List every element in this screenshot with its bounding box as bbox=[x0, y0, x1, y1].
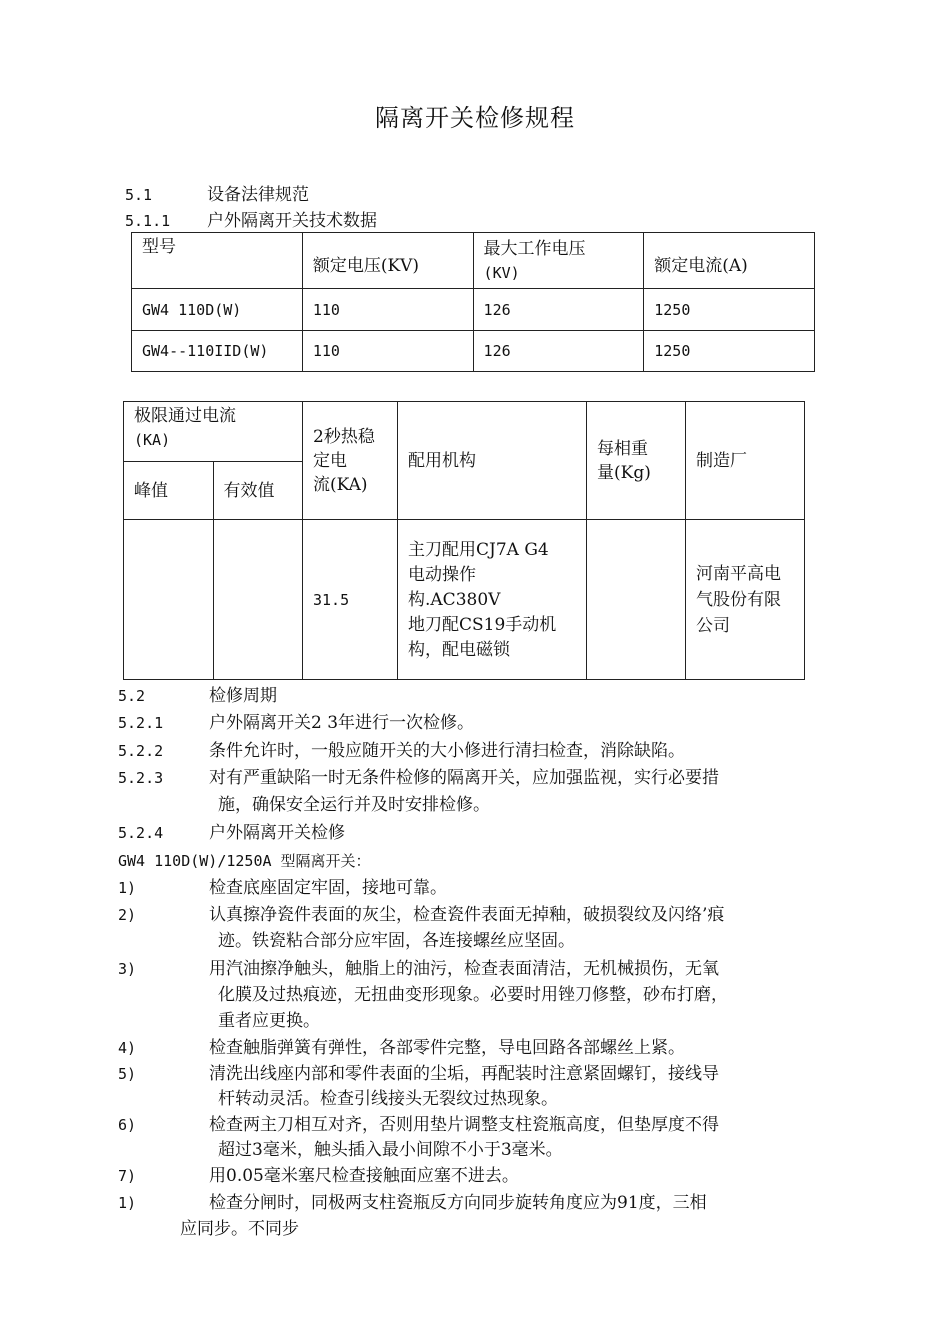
section-number: 5.2.4 bbox=[118, 824, 164, 842]
header-cell: 额定电压(KV) bbox=[302, 233, 473, 289]
header-line: 量(Kg) bbox=[597, 462, 651, 483]
header-cell bbox=[124, 402, 303, 462]
header-cell: 制造厂 bbox=[686, 402, 805, 520]
table-cell bbox=[587, 520, 686, 680]
table-cell: 126 bbox=[473, 331, 644, 372]
table-cell: 110 bbox=[302, 289, 473, 331]
header-line: 2秒热稳 bbox=[313, 426, 375, 447]
header-cell: 峰值 bbox=[124, 462, 214, 520]
item-text: 重者应更换。 bbox=[218, 1011, 320, 1031]
table-cell bbox=[213, 520, 303, 680]
header-line: 极限通过电流 bbox=[134, 406, 236, 426]
header-line: (KA) bbox=[134, 431, 171, 449]
item-text: 清洗出线座内部和零件表面的尘垢，再配装时注意紧固螺钉，接线导 bbox=[209, 1064, 719, 1084]
section-number: 5.2.3 bbox=[118, 769, 164, 787]
table-cell: GW4--110IID(W) bbox=[132, 331, 303, 372]
item-text: 检查两主刀相互对齐，否则用垫片调整支柱瓷瓶高度，但垫厚度不得 bbox=[209, 1115, 719, 1135]
section-text: 施，确保安全运行并及时安排检修。 bbox=[218, 795, 490, 815]
header-line: 最大工作电压 bbox=[483, 238, 586, 259]
item-number: 1) bbox=[118, 879, 137, 897]
section-text: 条件允许时，一般应随开关的大小修进行清扫检查，消除缺陷。 bbox=[209, 741, 685, 761]
section-number: 5.2 bbox=[118, 687, 146, 705]
header-cell: 型号 bbox=[132, 233, 303, 289]
cell-line: 构.AC380V bbox=[408, 590, 501, 610]
header-line: (KV) bbox=[483, 263, 520, 282]
item-text: 检查底座固定牢固，接地可靠。 bbox=[209, 878, 447, 898]
table-header-row bbox=[132, 233, 815, 289]
table-header-row bbox=[124, 402, 805, 462]
section-number: 5.2.2 bbox=[118, 742, 164, 760]
item-text: 检查触脂弹簧有弹性，各部零件完整，导电回路各部螺丝上紧。 bbox=[209, 1038, 685, 1058]
table-cell bbox=[398, 520, 587, 680]
item-text: 检查分闸时，同极两支柱瓷瓶反方向同步旋转角度应为91度，三相 bbox=[209, 1193, 707, 1213]
section-number: 5.1 bbox=[125, 186, 153, 204]
header-cell: 额定电流(A) bbox=[644, 233, 815, 289]
header-cell: 配用机构 bbox=[398, 402, 587, 520]
table-row bbox=[132, 331, 815, 372]
table-row bbox=[124, 520, 805, 680]
item-text: 迹。铁瓷粘合部分应牢固，各连接螺丝应坚固。 bbox=[218, 931, 575, 951]
table-cell bbox=[124, 520, 214, 680]
table-cell: GW4 110D(W) bbox=[132, 289, 303, 331]
table-cell: 1250 bbox=[644, 331, 815, 372]
item-text: 用0.05毫米塞尺检查接触面应塞不进去。 bbox=[209, 1166, 519, 1186]
cell-line: 河南平高电 bbox=[696, 563, 781, 584]
item-text: 用汽油擦净触头，触脂上的油污，检查表面清洁，无机械损伤，无氧 bbox=[209, 959, 719, 979]
item-text: 化膜及过热痕迹，无扭曲变形现象。必要时用锉刀修整，砂布打磨， bbox=[218, 985, 728, 1005]
item-number: 7) bbox=[118, 1167, 137, 1185]
cell-line: 气股份有限 bbox=[696, 589, 781, 610]
rating-table bbox=[123, 401, 805, 680]
table-row bbox=[132, 289, 815, 331]
header-cell bbox=[303, 402, 398, 520]
section-heading: 户外隔离开关检修 bbox=[209, 823, 345, 843]
header-line: 定电 bbox=[313, 450, 347, 471]
item-text: 认真擦净瓷件表面的灰尘，检查瓷件表面无掉釉，破损裂纹及闪络’痕 bbox=[209, 905, 725, 925]
item-text: 应同步。不同步 bbox=[180, 1219, 299, 1239]
item-text: 超过3毫米，触头插入最小间隙不小于3毫米。 bbox=[218, 1140, 563, 1160]
item-number: 1) bbox=[118, 1194, 137, 1212]
cell-line: 地刀配CS19手动机 bbox=[408, 615, 557, 635]
table-cell: 126 bbox=[473, 289, 644, 331]
cell-line: 电动操作 bbox=[408, 565, 476, 585]
section-text: 对有严重缺陷一时无条件检修的隔离开关，应加强监视，实行必要措 bbox=[209, 768, 719, 788]
item-number: 4) bbox=[118, 1039, 137, 1057]
table-cell: 1250 bbox=[644, 289, 815, 331]
table-cell bbox=[686, 520, 805, 680]
table-cell: 110 bbox=[302, 331, 473, 372]
item-number: 5) bbox=[118, 1065, 137, 1083]
item-number: 6) bbox=[118, 1116, 137, 1134]
table-cell: 31.5 bbox=[303, 520, 398, 680]
page-title: 隔离开关检修规程 bbox=[375, 104, 575, 132]
section-number: 5.2.1 bbox=[118, 714, 164, 732]
section-heading: 检修周期 bbox=[209, 686, 277, 706]
header-cell bbox=[587, 402, 686, 520]
cell-line: 主刀配用CJ7A G4 bbox=[408, 540, 549, 560]
item-number: 2) bbox=[118, 906, 137, 924]
type-text: GW4 110D(W)/1250A 型隔离开关： bbox=[118, 852, 371, 870]
section-heading: 设备法律规范 bbox=[207, 185, 309, 205]
tech-data-table bbox=[131, 232, 815, 372]
header-line: 每相重 bbox=[597, 438, 648, 459]
header-cell: 有效值 bbox=[213, 462, 303, 520]
section-number: 5.1.1 bbox=[125, 212, 171, 230]
item-number: 3) bbox=[118, 960, 137, 978]
header-line: 流(KA) bbox=[313, 474, 368, 495]
item-text: 杆转动灵活。检查引线接头无裂纹过热现象。 bbox=[218, 1089, 558, 1109]
header-cell bbox=[473, 233, 644, 289]
section-text: 户外隔离开关2 3年进行一次检修。 bbox=[209, 713, 475, 733]
cell-line: 公司 bbox=[696, 615, 730, 636]
section-heading: 户外隔离开关技术数据 bbox=[207, 211, 377, 231]
cell-line: 构，配电磁锁 bbox=[408, 640, 510, 660]
